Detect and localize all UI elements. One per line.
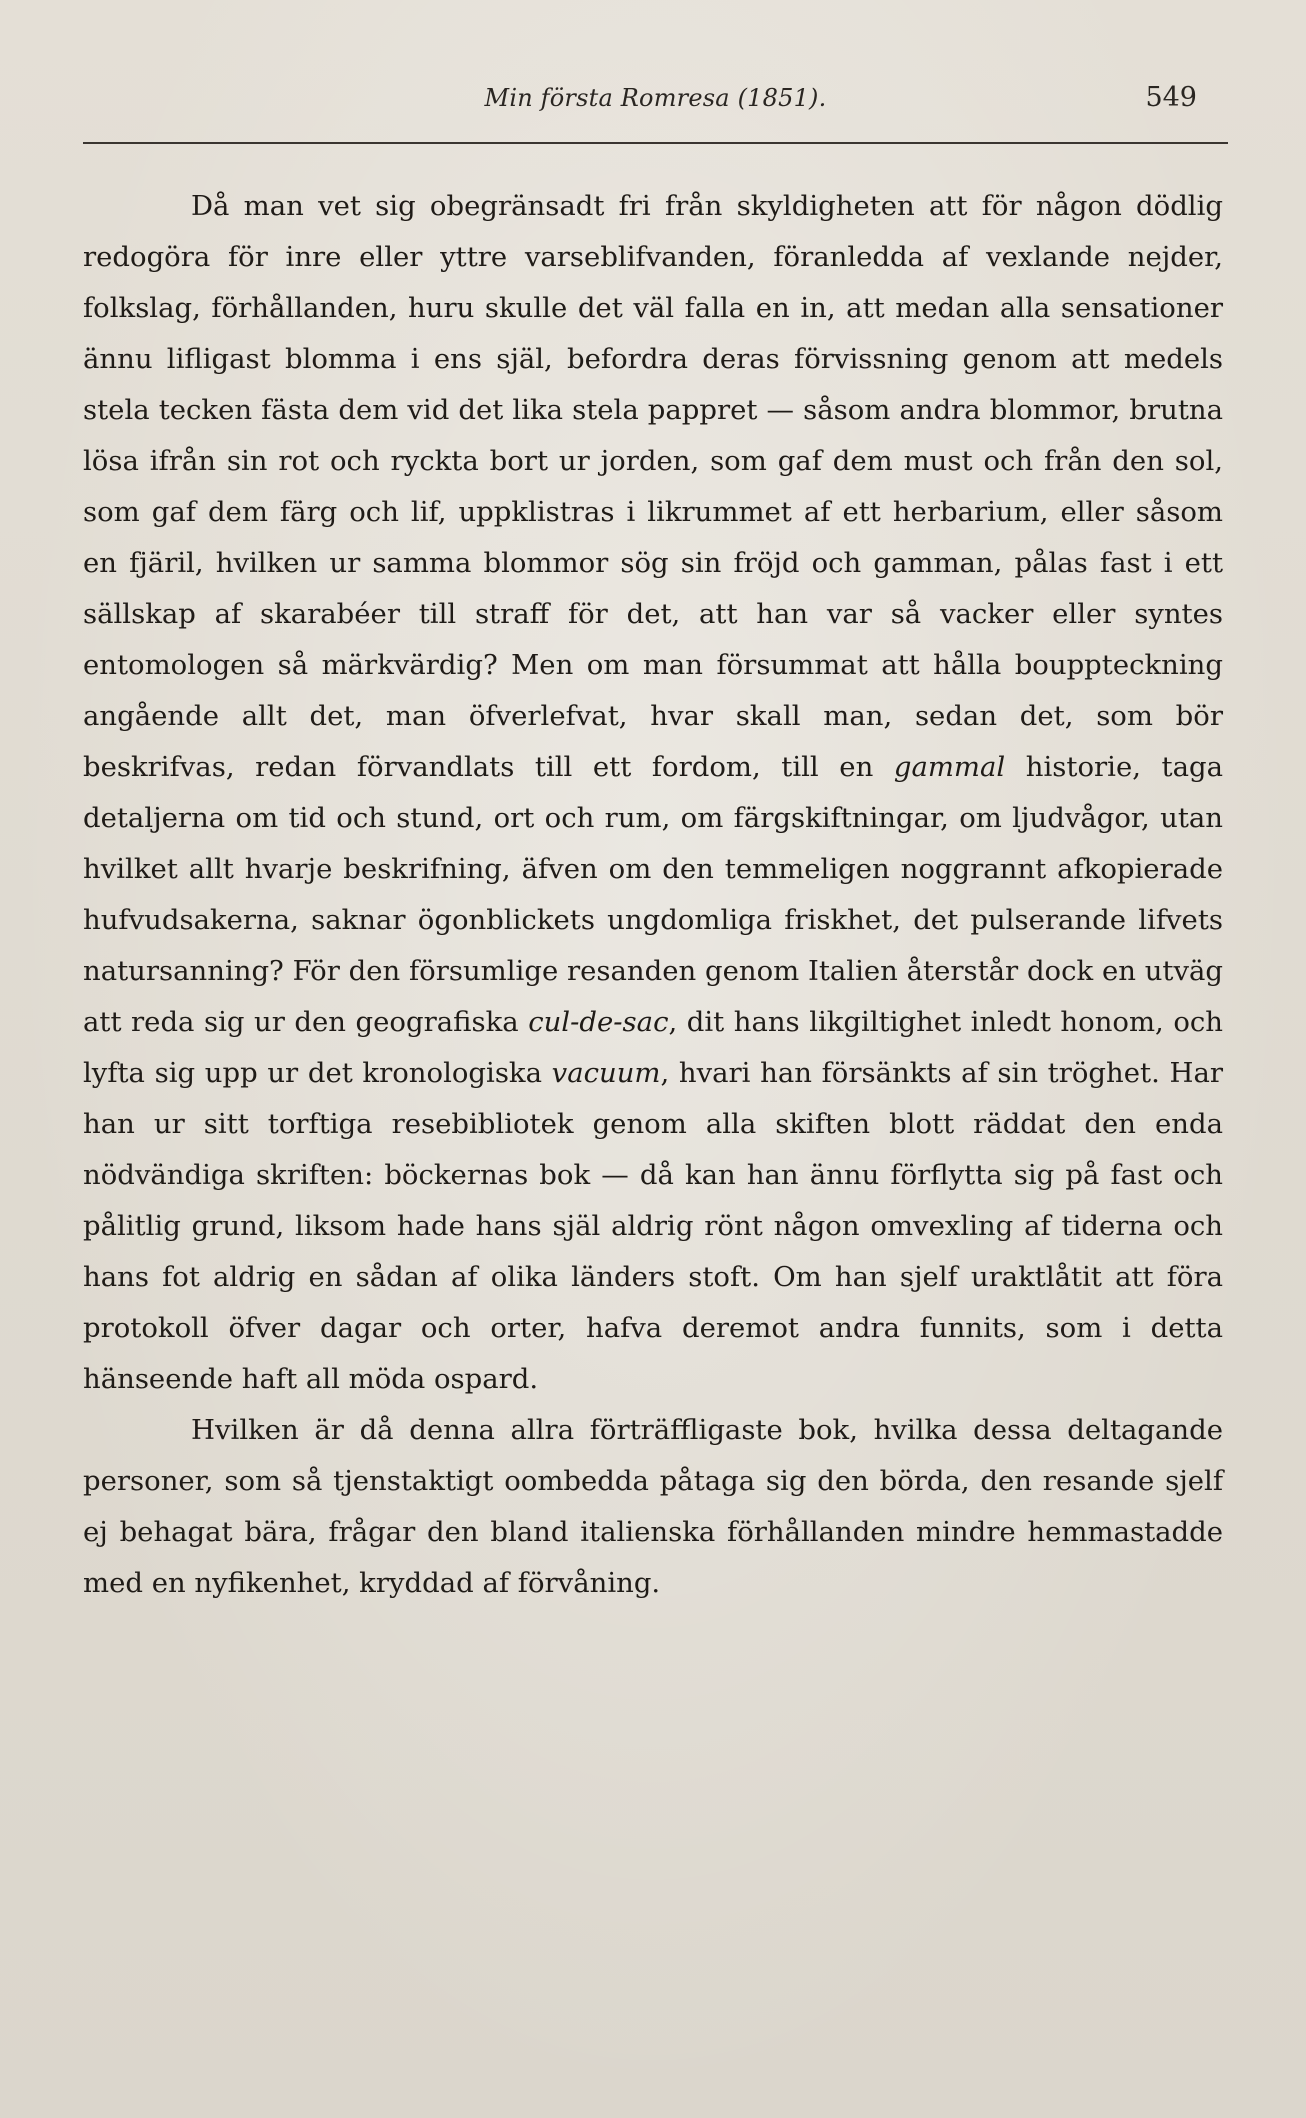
text-segment: , dit hans likgiltighet inledt honom, och lyfta sig upp ur det kronologiska: [83, 1006, 1223, 1089]
body-text: [83, 181, 1223, 1609]
page-header: [83, 78, 1228, 132]
header-rule: [83, 142, 1228, 144]
text-segment: historie, taga detaljerna om tid och stund, ort och rum, om färgskiftningar, om ljudvågor, utan hvilket allt hvarje beskrifning, äfven om den temmeligen noggrannt afkopierade hufvudsakerna, saknar ögonblickets ungdomliga friskhet, det pulserande lifvets natursanning? För den försumlige resanden genom Italien återstår dock en utväg att reda sig ur den geografiska: [83, 751, 1223, 1038]
page-number: 549: [1145, 82, 1197, 113]
italic-segment: vacuum: [551, 1057, 661, 1089]
text-segment: Hvilken är då denna allra förträffligaste bok, hvilka dessa deltagande personer, som så tjenstaktigt oombedda påtaga sig den börda, den resande sjelf ej behagat bära, frågar den bland italienska förhållanden mindre hemmastadde med en nyfikenhet, kryddad af förvåning.: [83, 1414, 1223, 1599]
paragraph: [83, 1405, 1223, 1609]
italic-segment: gammal: [893, 751, 1006, 783]
text-segment: Då man vet sig obegränsadt fri från skyldigheten att för någon dödlig redogöra för inre eller yttre varseblifvanden, föranledda af vexlande nejder, folkslag, förhållanden, huru skulle det väl falla en in, att medan alla sensationer ännu lifligast blomma i ens själ, befordra deras förvissning genom att medels stela tecken fästa dem vid det lika stela pappret — såsom andra blommor, brutna lösa ifrån sin rot och ryckta bort ur jorden, som gaf dem must och från den sol, som gaf dem färg och lif, uppklistras i likrummet af ett herbarium, eller såsom en fjäril, hvilken ur samma blommor sög sin fröjd och gamman, pålas fast i ett sällskap af skarabéer till straff för det, att han var så vacker eller syntes entomologen så märkvärdig? Men om man försummat att hålla bouppteckning angående allt det, man öfverlefvat, hvar skall man, sedan det, som bör beskrifvas, redan förvandlats till ett fordom, till en: [83, 190, 1223, 783]
running-title: Min första Romresa (1851).: [484, 84, 827, 112]
paragraph: [83, 181, 1223, 1405]
text-segment: , hvari han försänkts af sin tröghet. Har han ur sitt torftiga resebibliotek genom alla skiften blott räddat den enda nödvändiga skriften: böckernas bok — då kan han ännu förflytta sig på fast och pålitlig grund, liksom hade hans själ aldrig rönt någon omvexling af tiderna och hans fot aldrig en sådan af olika länders stoft. Om han sjelf uraktlåtit att föra protokoll öfver dagar och orter, hafva deremot andra funnits, som i detta hänseende haft all möda ospard.: [83, 1057, 1223, 1395]
italic-segment: cul-de-sac: [528, 1006, 669, 1038]
